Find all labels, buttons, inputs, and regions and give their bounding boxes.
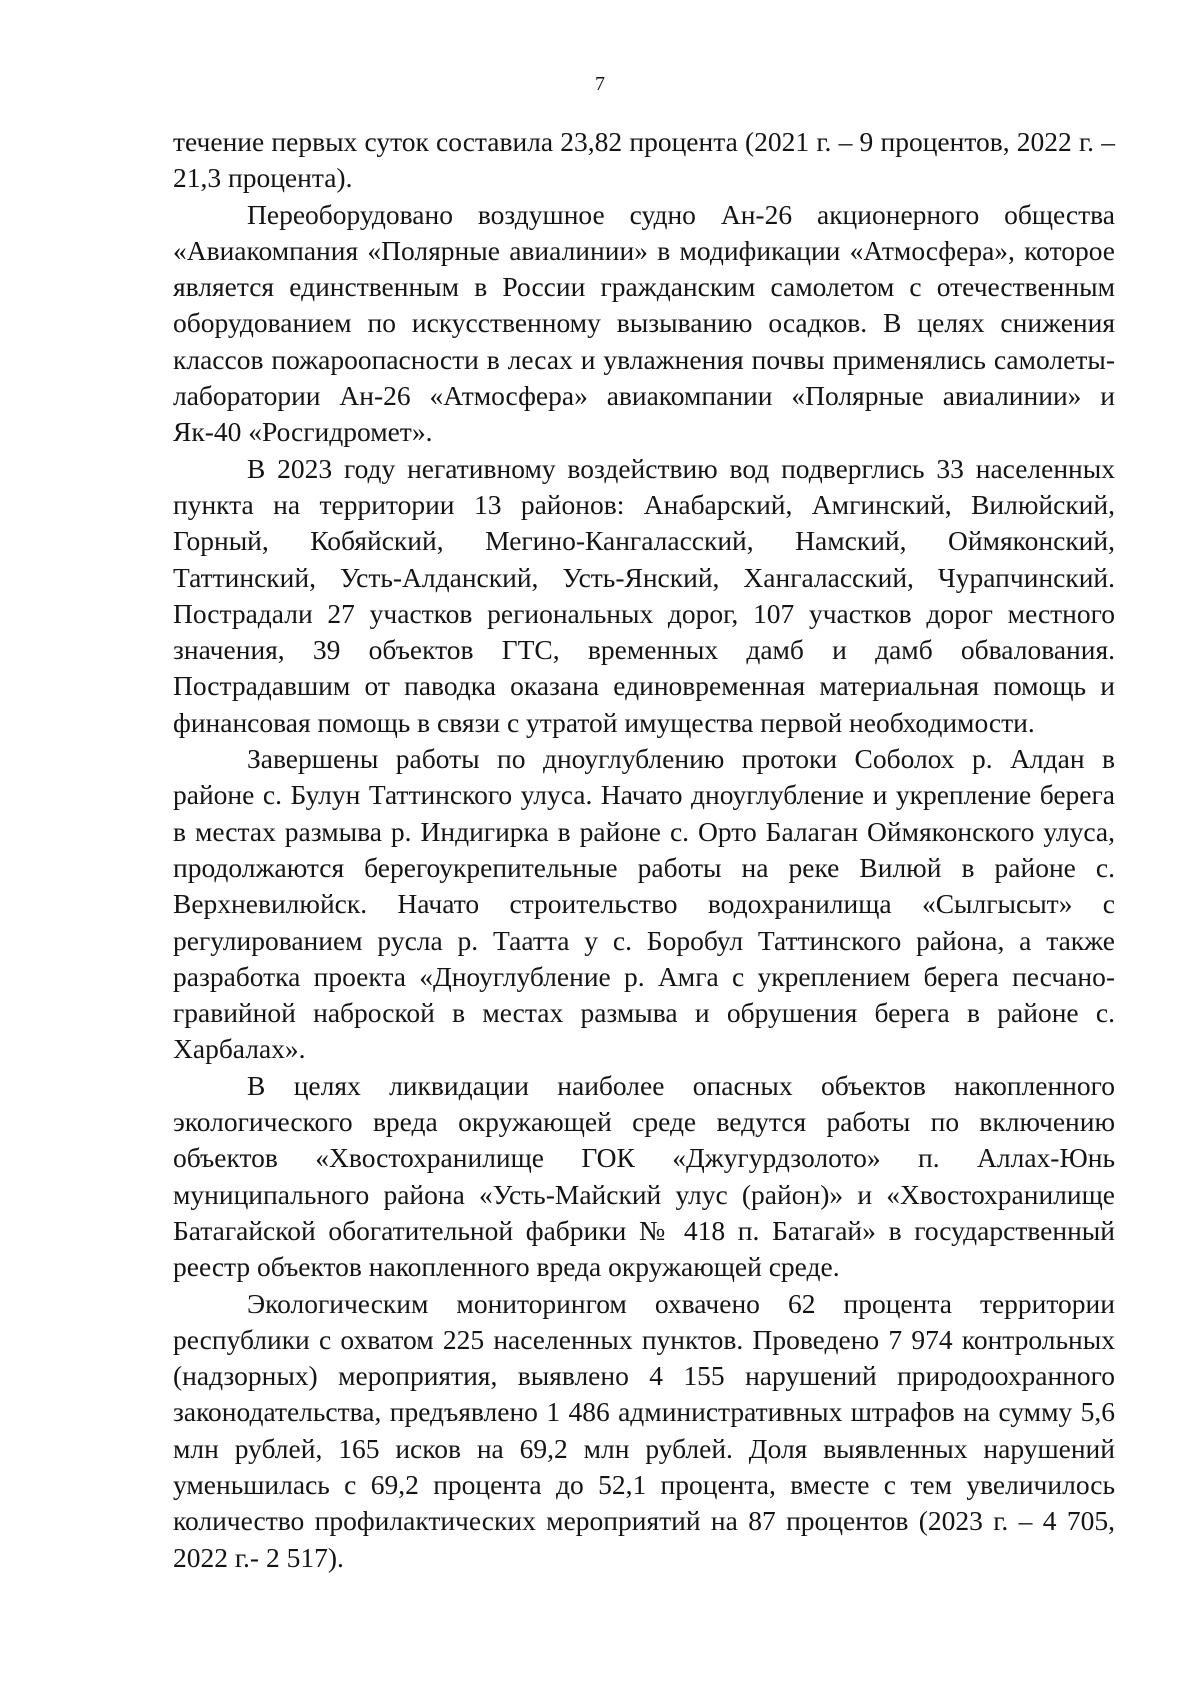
paragraph-continuation: течение первых суток составила 23,82 процента (2021 г. – 9 процентов, 2022 г. – 21,3 процента).	[173, 126, 1115, 194]
paragraph-accumulated-harm: В целях ликвидации наиболее опасных объектов накопленного экологического вреда окружающей среде ведутся работы по включению объектов «Хвостохранилище ГОК «Джугурдзолото» п. Аллах-Юнь муниципального района «Усть-Майский улус (район)» и «Хвостохранилище Батагайской обогатительной фабрики № 418 п. Батагай» в государственный реестр объектов накопленного вреда окружающей среде.	[173, 1069, 1115, 1283]
paragraph-dredging-works: Завершены работы по дноуглублению протоки Соболох р. Алдан в районе с. Булун Таттинского улуса. Начато дноуглубление и укрепление берега в местах размыва р. Индигирка в районе с. Орто Балаган Оймяконского улуса, продолжаются берегоукрепительные работы на реке Вилюй в районе с. Верхневилюйск. Начато строительство водохранилища «Сылгысыт» с регулированием русла р. Таатта у с. Боробул Таттинского района, а также разработка проекта «Дноуглубление р. Амга с укреплением берега песчано-гравийной наброской в местах размыва и обрушения берега в районе с. Харбалах».	[173, 743, 1115, 1065]
page-number: 7	[595, 73, 605, 95]
paragraph-ecological-monitoring: Экологическим мониторингом охвачено 62 процента территории республики с охватом 225 населенных пунктов. Проведено 7 974 контрольных (надзорных) мероприятия, выявлено 4 155 нарушений природоохранного законодательства, предъявлено 1 486 административных штрафов на сумму 5,6 млн рублей, 165 исков на 69,2 млн рублей. Доля выявленных нарушений уменьшилась с 69,2 процента до 52,1 процента, вместе с тем увеличилось количество профилактических мероприятий на 87 процентов (2023 г. – 4 705, 2022 г.- 2 517).	[173, 1287, 1115, 1573]
paragraph-aircraft-an26: Переоборудовано воздушное судно Ан-26 акционерного общества «Авиакомпания «Полярные авиалинии» в модификации «Атмосфера», которое является единственным в России гражданским самолетом с отечественным оборудованием по искусственному вызыванию осадков. В целях снижения классов пожароопасности в лесах и увлажнения почвы применялись самолеты-лаборатории Ан-26 «Атмосфера» авиакомпании «Полярные авиалинии» и Як-40 «Росгидромет».	[173, 198, 1115, 448]
paragraph-flood-impact: В 2023 году негативному воздействию вод подверглись 33 населенных пункта на территории 13 районов: Анабарский, Амгинский, Вилюйский, Горный, Кобяйский, Мегино-Кангаласский, Намский, Оймяконский, Таттинский, Усть-Алданский, Усть-Янский, Хангаласский, Чурапчинский. Пострадали 27 участков региональных дорог, 107 участков дорог местного значения, 39 объектов ГТС, временных дамб и дамб обвалования. Пострадавшим от паводка оказана единовременная материальная помощь и финансовая помощь в связи с утратой имущества первой необходимости.	[173, 452, 1115, 738]
document-body	[173, 124, 1115, 1576]
